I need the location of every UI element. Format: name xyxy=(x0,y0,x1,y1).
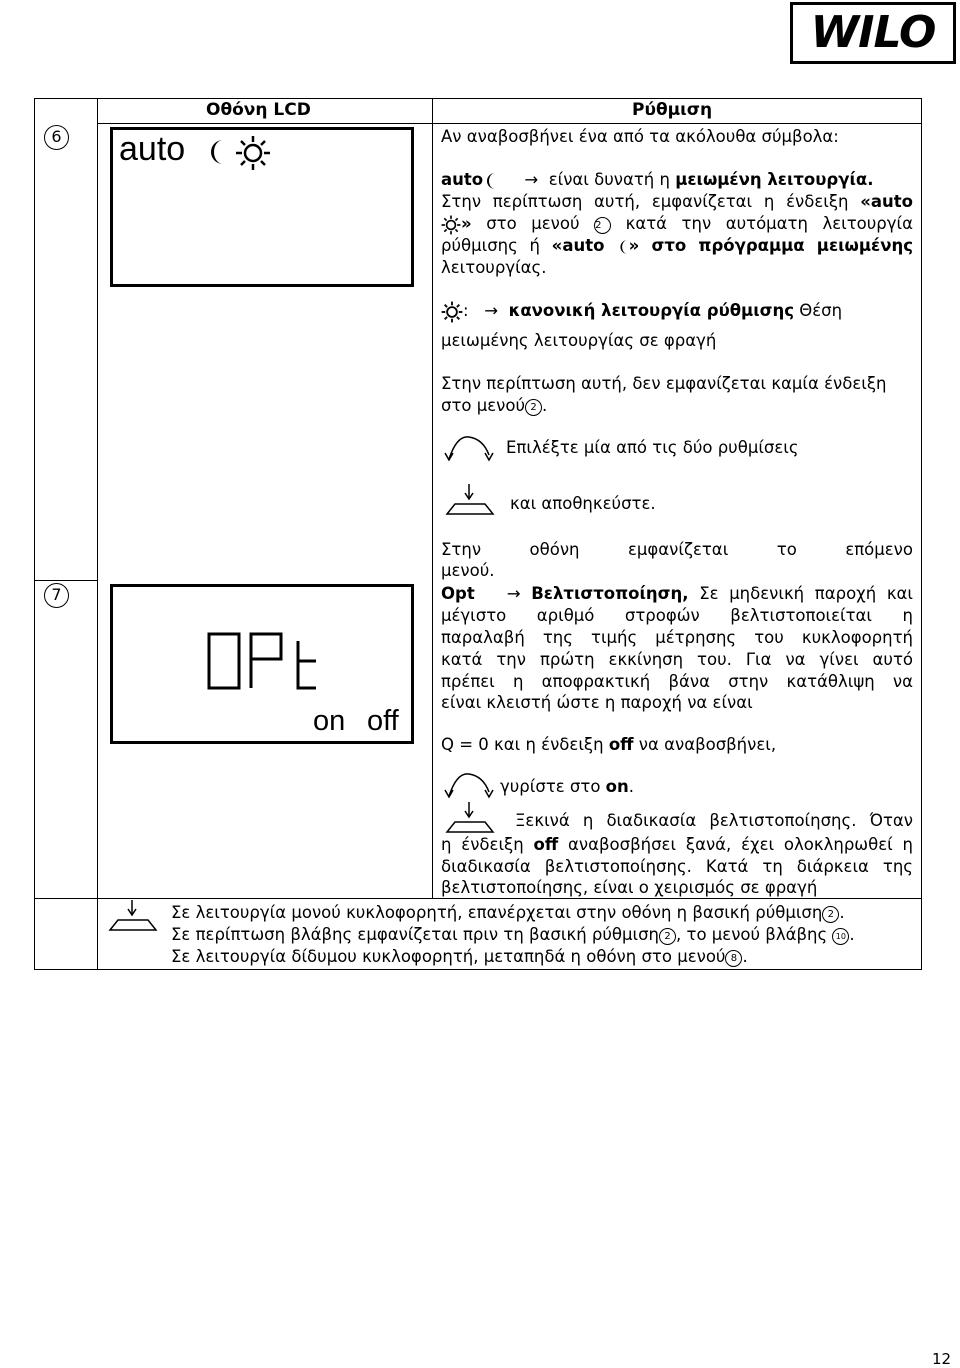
press-knob-icon xyxy=(443,482,495,516)
row6-next-2: μενού. xyxy=(441,561,495,580)
row7-turn-text: γυρίστε στο on. xyxy=(500,777,634,796)
press-knob-icon xyxy=(443,800,495,834)
footer-line1: Σε λειτουργία μονού κυκλοφορητή, επανέρχεται στην οθόνη η βασική ρύθμιση 2 . xyxy=(171,903,845,922)
row7-end-line3: διαδικασία βελτιστοποίησης. Κατά τη διάρκεια της xyxy=(441,857,913,876)
row7-end-line2: η ένδειξη off αναβοσβήσει ξανά, έχει ολοκληρωθεί η xyxy=(441,835,913,854)
moon-icon xyxy=(617,239,629,255)
page-number: 12 xyxy=(932,1350,952,1368)
row-number-6: 6 xyxy=(44,125,69,150)
sun-icon xyxy=(441,215,461,235)
row6-intro: Αν αναβοσβήνει ένα από τα ακόλουθα σύμβολα: xyxy=(441,127,839,146)
row6-next-1: Στην οθόνη εμφανίζεται το επόμενο xyxy=(441,540,913,559)
sun-icon xyxy=(441,301,463,323)
row6-case-line2: » στο μενού 2 κατά την αυτόματη λειτουργία xyxy=(441,213,913,235)
logo-text: WILO xyxy=(810,7,936,58)
row6-no-indication-1: Στην περίπτωση αυτή, δεν εμφανίζεται καμία ένδειξη xyxy=(441,374,887,393)
row6-save-text: και αποθηκεύστε. xyxy=(510,494,656,513)
lcd-on-text: on xyxy=(313,705,346,737)
wilo-logo xyxy=(790,2,956,64)
row6-case-line3: ρύθμισης ή «auto » στο πρόγραμμα μειωμένης xyxy=(441,236,913,255)
rotate-knob-icon xyxy=(443,770,495,800)
row7-line2: μέγιστο αριθμό στροφών βελτιστοποιείται η xyxy=(441,606,913,625)
moon-icon xyxy=(483,172,497,190)
row6-auto-line: auto → είναι δυνατή η μειωμένη λειτουργία. xyxy=(441,170,874,189)
header-lcd: Οθόνη LCD xyxy=(206,100,311,120)
lcd-auto-text: auto xyxy=(119,130,186,168)
row6-select-text: Επιλέξτε μία από τις δύο ρυθμίσεις xyxy=(506,438,799,457)
row7-q-line: Q = 0 και η ένδειξη off να αναβοσβήνει, xyxy=(441,735,777,754)
footer-line2: Σε περίπτωση βλάβης εμφανίζεται πριν τη βασική ρύθμιση 2 , το μενού βλάβης 10 . xyxy=(171,925,855,944)
lcd-display-opt xyxy=(110,584,414,744)
row7-start-text: Ξεκινά η διαδικασία βελτιστοποίησης. Όταν xyxy=(515,811,913,830)
rotate-knob-icon xyxy=(443,433,495,463)
row7-line4: κατά την πρώτη εκκίνηση του. Για να γίνει αυτό xyxy=(441,650,913,669)
press-knob-icon xyxy=(106,898,158,932)
lcd-display-auto xyxy=(110,127,414,287)
lcd-opt-segments xyxy=(206,631,318,691)
footer-line3: Σε λειτουργία δίδυμου κυκλοφορητή, μεταπηδά η οθόνη στο μενού 8 . xyxy=(171,947,748,966)
row6-normal-line: : → κανονική λειτουργία ρύθμισης Θέση xyxy=(441,300,913,323)
row-number-7: 7 xyxy=(44,583,69,608)
sun-icon xyxy=(235,135,271,171)
row6-no-indication-2: στο μενού 2 . xyxy=(441,396,548,415)
moon-icon xyxy=(205,138,231,166)
row6-case-line1: Στην περίπτωση αυτή, εμφανίζεται η ένδειξη «auto xyxy=(441,192,913,211)
row7-line6: είναι κλειστή ώστε η παροχή να είναι xyxy=(441,693,753,712)
header-setting: Ρύθμιση xyxy=(632,100,713,120)
row6-normal-line2: μειωμένης λειτουργίας σε φραγή xyxy=(441,331,717,350)
row7-line5: πρέπει η αποφρακτική βάνα στην κατάθλιψη να xyxy=(441,672,913,691)
row6-case-line4: λειτουργίας. xyxy=(441,258,547,277)
row7-end-line4: βελτιστοποίησης, είναι ο χειρισμός σε φραγή xyxy=(441,878,818,897)
lcd-off-text: off xyxy=(367,705,399,737)
row7-line3: παραλαβή της τιμής μέτρησης του κυκλοφορητή xyxy=(441,628,913,647)
row7-opt-line: Opt → Βελτιστοποίηση, Σε μηδενική παροχή και xyxy=(441,584,914,603)
